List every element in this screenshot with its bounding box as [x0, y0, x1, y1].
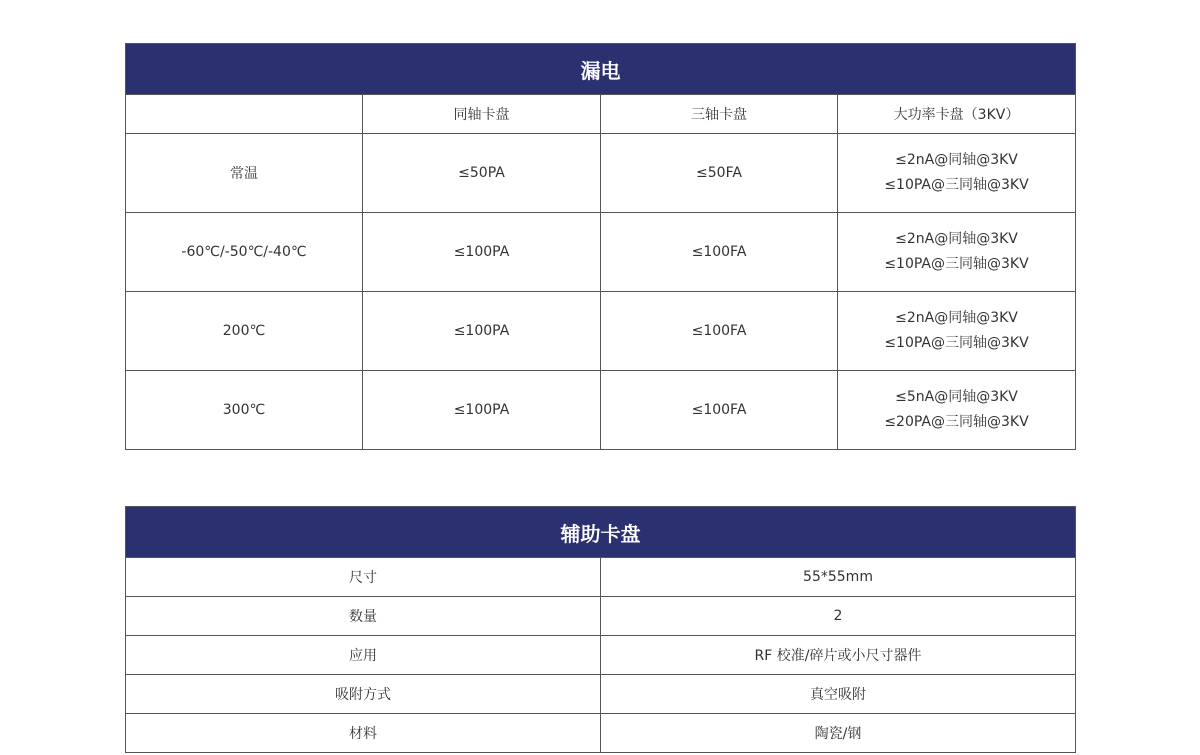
coax-value: ≤100PA: [363, 371, 601, 450]
table-row: [126, 558, 1076, 597]
column-header-high-power: 大功率卡盘（3KV）: [838, 95, 1076, 134]
spec-label: 数量: [126, 597, 601, 636]
triax-value: ≤100FA: [601, 371, 838, 450]
table-row: [126, 636, 1076, 675]
coax-value: ≤100PA: [363, 213, 601, 292]
triax-value: ≤100FA: [601, 292, 838, 371]
spec-value: 真空吸附: [601, 675, 1076, 714]
spec-label: 尺寸: [126, 558, 601, 597]
table-row: [126, 714, 1076, 753]
row-label: 常温: [126, 134, 363, 213]
spec-label: 应用: [126, 636, 601, 675]
table-row: [126, 597, 1076, 636]
table-row: [126, 213, 1076, 292]
leakage-table-title: 漏电: [126, 44, 1076, 95]
auxiliary-chuck-table-title: 辅助卡盘: [126, 507, 1076, 558]
high-power-value: [838, 134, 1076, 213]
triax-value: ≤50FA: [601, 134, 838, 213]
coax-value: ≤50PA: [363, 134, 601, 213]
table-row: [126, 371, 1076, 450]
column-header-coax: 同轴卡盘: [363, 95, 601, 134]
high-power-coax-line: ≤2nA@同轴@3KV: [895, 152, 1018, 168]
high-power-triax-line: ≤20PA@三同轴@3KV: [884, 414, 1029, 430]
high-power-coax-line: ≤2nA@同轴@3KV: [895, 231, 1018, 247]
row-label: 200℃: [126, 292, 363, 371]
leakage-header-row: [126, 95, 1076, 134]
table-row: [126, 675, 1076, 714]
high-power-value: [838, 213, 1076, 292]
spec-label: 材料: [126, 714, 601, 753]
high-power-value: [838, 292, 1076, 371]
coax-value: ≤100PA: [363, 292, 601, 371]
spec-value: RF 校准/碎片或小尺寸器件: [601, 636, 1076, 675]
spec-label: 吸附方式: [126, 675, 601, 714]
leakage-table: [125, 43, 1076, 450]
high-power-coax-line: ≤5nA@同轴@3KV: [895, 389, 1018, 405]
high-power-triax-line: ≤10PA@三同轴@3KV: [884, 177, 1029, 193]
spec-value: 2: [601, 597, 1076, 636]
spec-value: 55*55mm: [601, 558, 1076, 597]
spec-value: 陶瓷/钢: [601, 714, 1076, 753]
column-header-empty: [126, 95, 363, 134]
table-row: [126, 292, 1076, 371]
triax-value: ≤100FA: [601, 213, 838, 292]
auxiliary-chuck-table: [125, 506, 1076, 753]
high-power-triax-line: ≤10PA@三同轴@3KV: [884, 335, 1029, 351]
high-power-value: [838, 371, 1076, 450]
column-header-triax: 三轴卡盘: [601, 95, 838, 134]
high-power-triax-line: ≤10PA@三同轴@3KV: [884, 256, 1029, 272]
row-label: 300℃: [126, 371, 363, 450]
table-row: [126, 134, 1076, 213]
row-label: -60℃/-50℃/-40℃: [126, 213, 363, 292]
high-power-coax-line: ≤2nA@同轴@3KV: [895, 310, 1018, 326]
